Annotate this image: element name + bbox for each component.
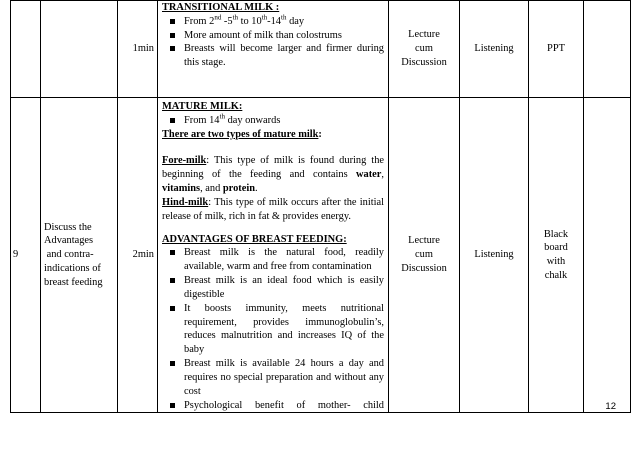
list-item: From 2nd -5th to 10th-14th day (162, 15, 384, 29)
table-row (11, 1, 631, 98)
list-item: Psychological benefit of mother- child (162, 399, 384, 413)
two-types-line: There are two types of mature milk: (162, 128, 322, 140)
av-aid-cell: PPT (529, 1, 584, 98)
advantages-list (162, 246, 384, 412)
evaluation-cell (584, 1, 631, 98)
time-cell (118, 1, 158, 98)
content-cell (158, 98, 389, 413)
mature-milk-heading: MATURE MILK: (162, 101, 243, 112)
list-item: It boosts immunity, meets nutritional requirement, provides immunoglobulin’s, reduces malnutrition and increases IQ of the baby (162, 302, 384, 357)
advantages-heading: ADVANTAGES OF BREAST FEEDING: (162, 233, 347, 245)
list-item: Breast milk is an ideal food which is easily digestible (162, 274, 384, 302)
table-row (11, 98, 631, 413)
list-item: From 14th day onwards (162, 114, 384, 128)
av-aid-cell: Black board with chalk (529, 98, 584, 413)
sn-cell (11, 1, 41, 98)
evaluation-cell (584, 98, 631, 413)
transitional-milk-list (162, 15, 384, 70)
time-value: 2min (132, 249, 154, 261)
page-number: 12 (605, 401, 616, 412)
foremilk-paragraph: Fore-milk: This type of milk is found during the beginning of the feeding and contains water, vitamins, and protein. (162, 155, 384, 195)
sn-cell: 9 (11, 98, 41, 413)
objective-cell (41, 1, 118, 98)
list-item: More amount of milk than colostrums (162, 29, 384, 43)
activity-cell: Listening (460, 1, 529, 98)
activity-cell: Listening (460, 98, 529, 413)
time-value: 1min (132, 43, 154, 55)
list-item: Breasts will become larger and firmer during this stage. (162, 42, 384, 70)
mature-milk-list (162, 114, 384, 128)
method-cell: Lecture cum Discussion (389, 98, 460, 413)
time-cell (118, 98, 158, 413)
content-cell (158, 1, 389, 98)
objective-cell: Discuss the Advantages and contra- indications of breast feeding (41, 98, 118, 413)
transitional-milk-heading: TRANSITIONAL MILK : (162, 2, 280, 13)
list-item: Breast milk is available 24 hours a day and requires no special preparation and without any cost (162, 357, 384, 398)
lesson-plan-table (10, 0, 631, 413)
list-item: Breast milk is the natural food, readily available, warm and free from contamination (162, 246, 384, 274)
method-cell: Lecture cum Discussion (389, 1, 460, 98)
hindmilk-paragraph: Hind-milk: This type of milk occurs after the initial release of milk, rich in fat & provides energy. (162, 196, 384, 222)
